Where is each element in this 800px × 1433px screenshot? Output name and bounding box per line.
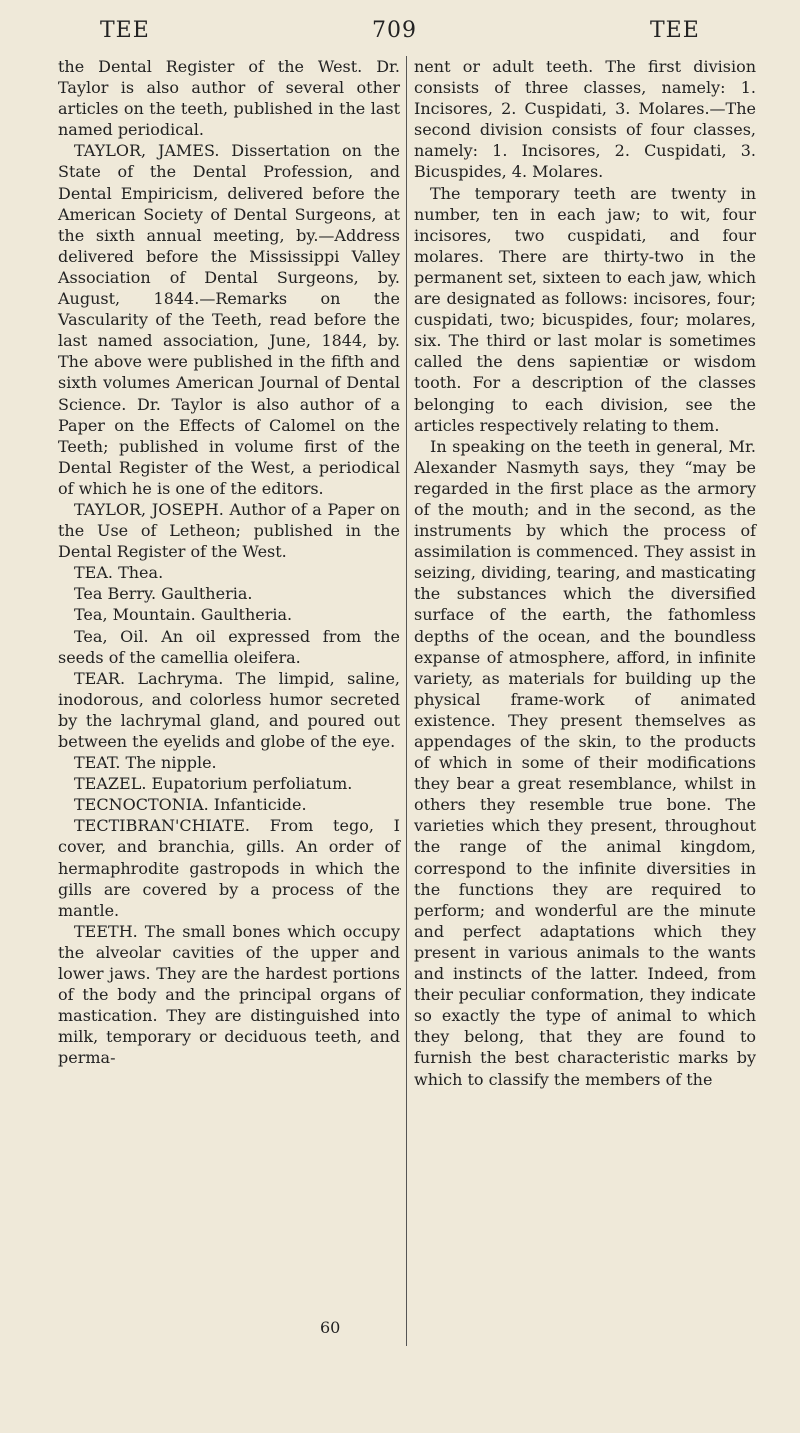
entry-tear: TEAR. Lachryma. The limpid, saline, inodorous, and colorless humor secreted by the lachrymal gland, and poured out between the eyelids and globe of the eye. [58,668,400,751]
entry-paragraph: In speaking on the teeth in general, Mr. Alexander Nasmyth says, they “may be regarded in the first place as the armory of the mouth; and in the second, as the instruments by which the process of assimilation is commenced. They assist in seizing, dividing, tearing, and masticating the substances which the diversified surface of the earth, the fathomless depths of the ocean, and the boundless expanse of atmosphere, afford, in infinite variety, as materials for building up the physical frame-work of animated existence. They present themselves as appendages of the skin, to the products of which in some of their modifications they bear a great resemblance, whilst in others they resemble true bone. The varieties which they present, throughout the range of the animal kingdom, correspond to the infinite diversities in the functions they are required to perform; and wonderful are the minute and perfect adaptations which they present in various animals to the wants and instincts of the latter. Indeed, from their peculiar conformation, they indicate so exactly the type of animal to which they belong, that they are found to furnish the best characteristic marks by which to classify the members of the [414,436,756,1089]
entry-teeth: TEETH. The small bones which occupy the alveolar cavities of the upper and lower jaws. They are the hardest portions of the body and the principal organs of mastication. They are distinguished into milk, temporary or deciduous teeth, and perma- [58,921,400,1068]
page-number: 709 [372,18,417,43]
entry-tea-berry: Tea Berry. Gaultheria. [74,584,253,604]
left-column [58,56,400,1069]
entry-taylor-joseph: TAYLOR, JOSEPH. Author of a Paper on the Use of Letheon; published in the Dental Register of the West. [58,499,400,562]
text-columns [58,56,770,1376]
right-column [414,56,756,1090]
entry-teat: TEAT. The nipple. [74,753,217,773]
header-left-word: TEE [100,18,150,43]
entry-paragraph: the Dental Register of the West. Dr. Taylor is also author of several other articles on the teeth, published in the last named periodical. [58,57,400,140]
entry-continuation: nent or adult teeth. The first division consists of three classes, namely: 1. Incisores, 2. Cuspidati, 3. Molares.—The second division consists of four classes, namely: 1. Incisores, 2. Cuspidati, 3. Bicuspides, 4. Molares. [414,57,756,182]
entry-tea-mountain: Tea, Mountain. Gaultheria. [74,605,293,625]
running-header [0,18,800,54]
entry-paragraph: The temporary teeth are twenty in number, ten in each jaw; to wit, four incisores, two cuspidati, and four molares. There are thirty-two in the permanent set, sixteen to each jaw, which are designated as follows: incisores, four; cuspidati, two; bicuspides, four; molares, six. The third or last molar is sometimes called the dens sapientiæ or wisdom tooth. For a description of the classes belonging to each division, see the articles respectively relating to them. [414,183,756,435]
header-right-word: TEE [650,18,700,43]
entry-tectibranchiate: TECTIBRAN'CHIATE. From tego, I cover, and branchia, gills. An order of hermaphrodite gastropods in which the gills are covered by a process of the mantle. [58,816,400,920]
signature-number: 60 [320,1318,341,1337]
entry-taylor-james: TAYLOR, JAMES. Dissertation on the State of the Dental Profession, and Dental Empiricism, delivered before the American Society of Dental Surgeons, at the sixth annual meeting, by.—Address delivered before the Mississippi Valley Association of Dental Surgeons, by. August, 1844.—Remarks on the Vascularity of the Teeth, read before the last named association, June, 1844, by. The above were published in the fifth and sixth volumes American Journal of Dental Science. Dr. Taylor is also author of a Paper on the Effects of Calomel on the Teeth; published in volume first of the Dental Register of the West, a periodical of which he is one of the editors. [58,141,400,498]
column-divider [406,56,407,1346]
entry-tecnoctonia: TECNOCTONIA. Infanticide. [74,795,307,815]
entry-teazel: TEAZEL. Eupatorium perfoliatum. [74,774,353,794]
entry-tea: TEA. Thea. [74,563,164,583]
entry-tea-oil: Tea, Oil. An oil expressed from the seeds of the camellia oleifera. [58,626,400,667]
